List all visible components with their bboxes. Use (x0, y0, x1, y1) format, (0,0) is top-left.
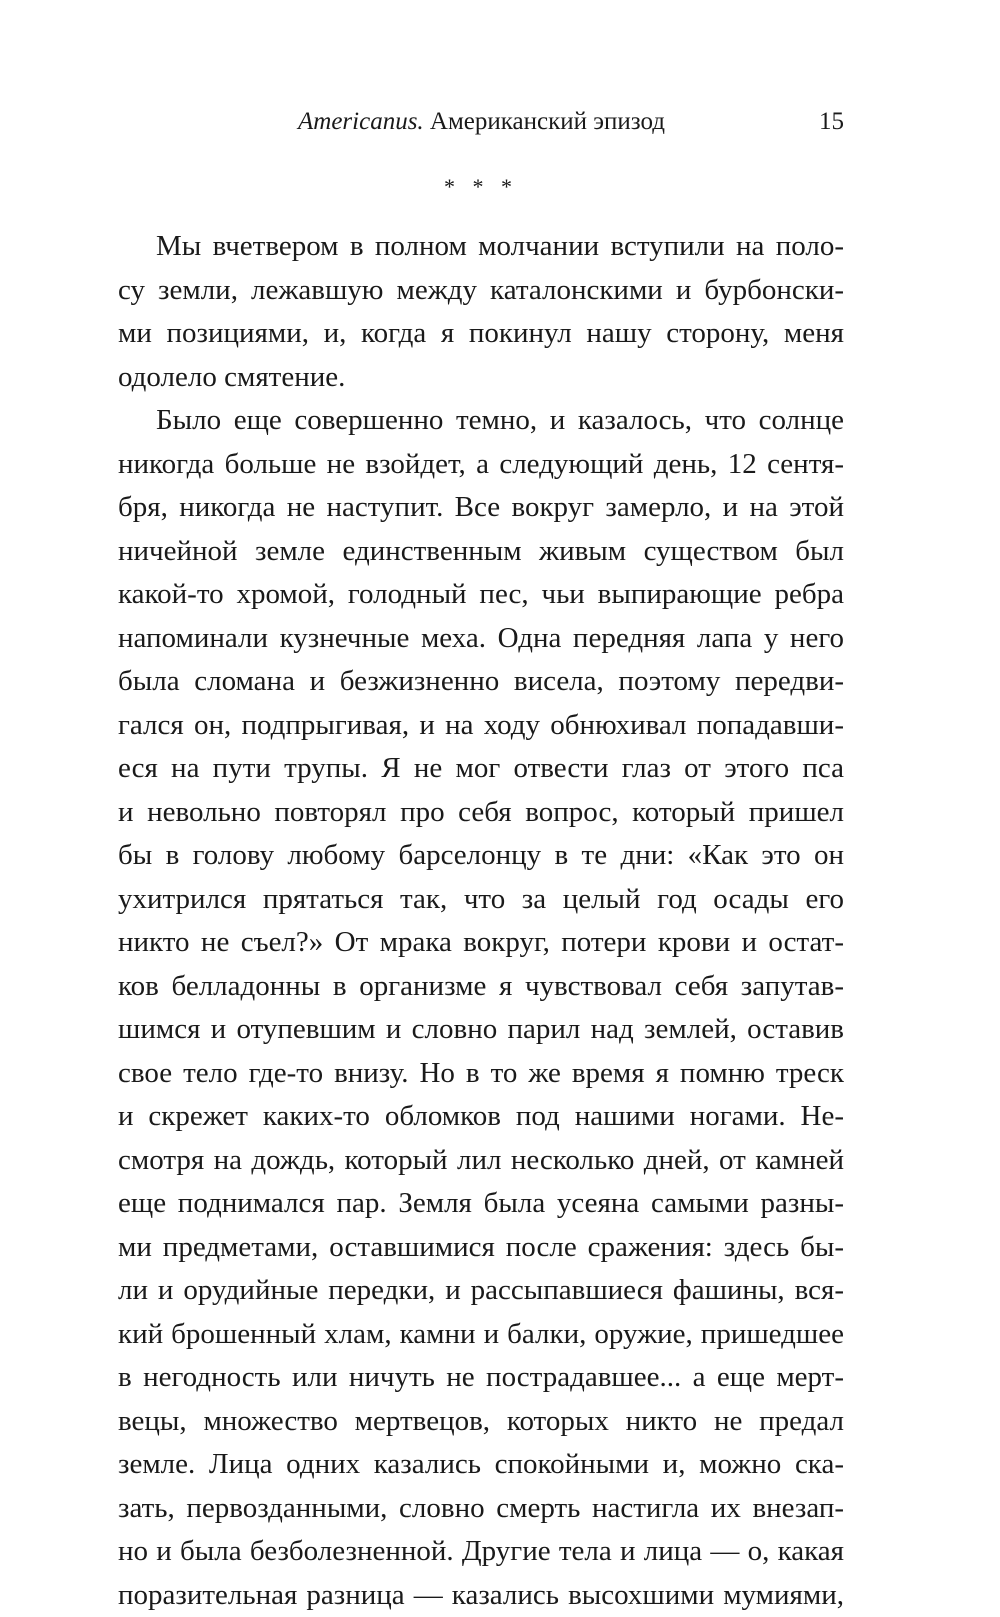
text-line: и скрежет каких-то обломков под нашими ногами. Не- (118, 1095, 844, 1139)
text-line: напоминали кузнечные меха. Одна передняя лапа у него (118, 617, 844, 661)
text-line: ли и орудийные передки, и рассыпавшиеся фашины, вся- (118, 1269, 844, 1313)
text-line: в негодность или ничуть не пострадавшее... а еще мерт- (118, 1356, 844, 1400)
text-line: ухитрился прятаться так, что за целый год осады его (118, 878, 844, 922)
text-line: су земли, лежавшую между каталонскими и бурбонски- (118, 269, 844, 313)
text-line: зать, первозданными, словно смерть настигла их внезап- (118, 1487, 844, 1531)
text-line: никогда больше не взойдет, а следующий день, 12 сентя- (118, 443, 844, 487)
text-line: земле. Лица одних казались спокойными и, можно ска- (118, 1443, 844, 1487)
running-title-italic: Americanus. (298, 108, 424, 135)
text-line: шимся и отупевшим и словно парил над землей, оставив (118, 1008, 844, 1052)
page-number: 15 (819, 104, 844, 140)
text-line: и невольно повторял про себя вопрос, который пришел (118, 791, 844, 835)
text-line: бы в голову любому барселонцу в те дни: «Как это он (118, 834, 844, 878)
paragraph (118, 399, 844, 1617)
text-line: ми предметами, оставшимися после сражения: здесь бы- (118, 1226, 844, 1270)
text-line: поразительная разница — казались высохшими мумиями, (118, 1574, 844, 1617)
text-line: гался он, подпрыгивая, и на ходу обнюхивал попадавши- (118, 704, 844, 748)
text-line: была сломана и безжизненно висела, поэтому передви- (118, 660, 844, 704)
text-line: Было еще совершенно темно, и казалось, что солнце (118, 399, 844, 443)
text-line: никто не съел?» От мрака вокруг, потери крови и остат- (118, 921, 844, 965)
text-line: одолело смятение. (118, 356, 844, 400)
running-header (118, 104, 844, 140)
text-line: бря, никогда не наступит. Все вокруг замерло, и на этой (118, 486, 844, 530)
text-line: смотря на дождь, который лил несколько дней, от камней (118, 1139, 844, 1183)
text-line: ков белладонны в организме я чувствовал себя запутав- (118, 965, 844, 1009)
paragraph (118, 225, 844, 399)
running-title (298, 104, 665, 140)
scene-break: * * * (118, 172, 844, 202)
running-title-rest: Американский эпизод (424, 108, 665, 135)
text-line: вецы, множество мертвецов, которых никто не предал (118, 1400, 844, 1444)
text-line: ничейной земле единственным живым существом был (118, 530, 844, 574)
text-line: свое тело где-то внизу. Но в то же время я помню треск (118, 1052, 844, 1096)
text-line: еся на пути трупы. Я не мог отвести глаз от этого пса (118, 747, 844, 791)
text-line: но и была безболезненной. Другие тела и лица — о, какая (118, 1530, 844, 1574)
text-line: ми позициями, и, когда я покинул нашу сторону, меня (118, 312, 844, 356)
text-line: еще поднимался пар. Земля была усеяна самыми разны- (118, 1182, 844, 1226)
body-text (118, 225, 844, 1617)
text-line: какой-то хромой, голодный пес, чьи выпирающие ребра (118, 573, 844, 617)
text-line: Мы вчетвером в полном молчании вступили на поло- (118, 225, 844, 269)
text-line: кий брошенный хлам, камни и балки, оружие, пришедшее (118, 1313, 844, 1357)
